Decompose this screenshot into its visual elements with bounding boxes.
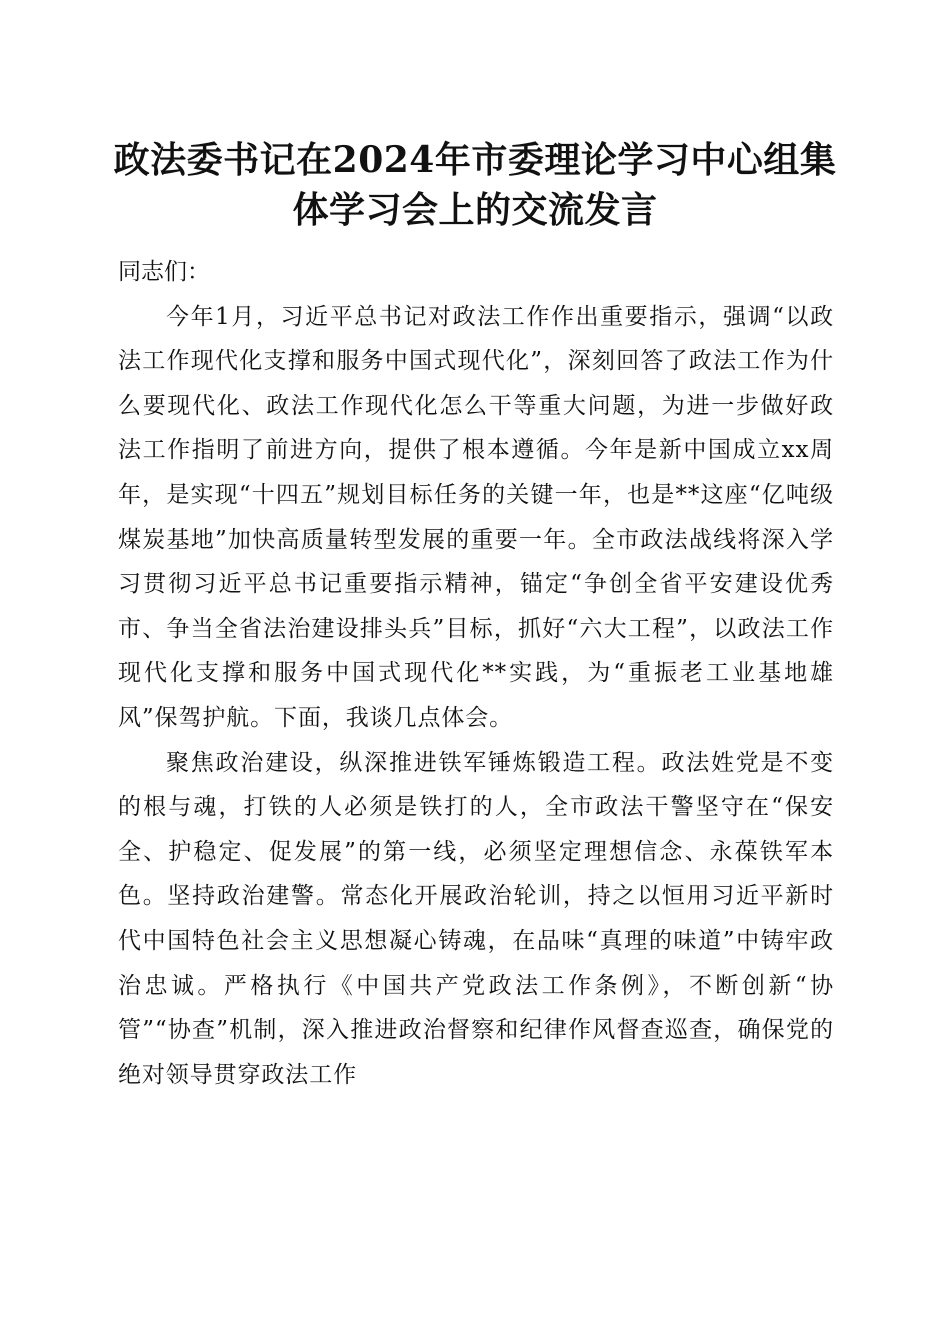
paragraph-2: 聚焦政治建设，纵深推进铁军锤炼锻造工程。政法姓党是不变的根与魂，打铁的人必须是铁打的人，全市政法干警坚守在“保安全、护稳定、促发展”的第一线，必须坚定理想信念、永葆铁军本色。坚持政治建警。常态化开展政治轮训，持之以恒用习近平新时代中国特色社会主义思想凝心铸魂，在品味“真理的味道”中铸牢政治忠诚。严格执行《中国共产党政法工作条例》，不断创新“协管”“协查”机制，深入推进政治督察和纪律作风督查巡查，确保党的绝对领导贯穿政法工作 [118, 749, 834, 1088]
document-body [118, 250, 834, 1097]
paragraph-1: 今年1月，习近平总书记对政法工作作出重要指示，强调“以政法工作现代化支撑和服务中国式现代化”，深刻回答了政法工作为什么要现代化、政法工作现代化怎么干等重大问题，为进一步做好政法工作指明了前进方向，提供了根本遵循。今年是新中国成立xx周年，是实现“十四五”规划目标任务的关键一年，也是**这座“亿吨级煤炭基地”加快高质量转型发展的重要一年。全市政法战线将深入学习贯彻习近平总书记重要指示精神，锚定“争创全省平安建设优秀市、争当全省法治建设排头兵”目标，抓好“六大工程”，以政法工作现代化支撑和服务中国式现代化**实践，为“重振老工业基地雄风”保驾护航。下面，我谈几点体会。 [118, 303, 834, 731]
document-title [100, 135, 850, 235]
greeting: 同志们： [118, 259, 210, 285]
title-line-1: 政法委书记在2024年市委理论学习中心组集 [113, 139, 837, 181]
title-line-2: 体学习会上的交流发言 [292, 189, 658, 231]
